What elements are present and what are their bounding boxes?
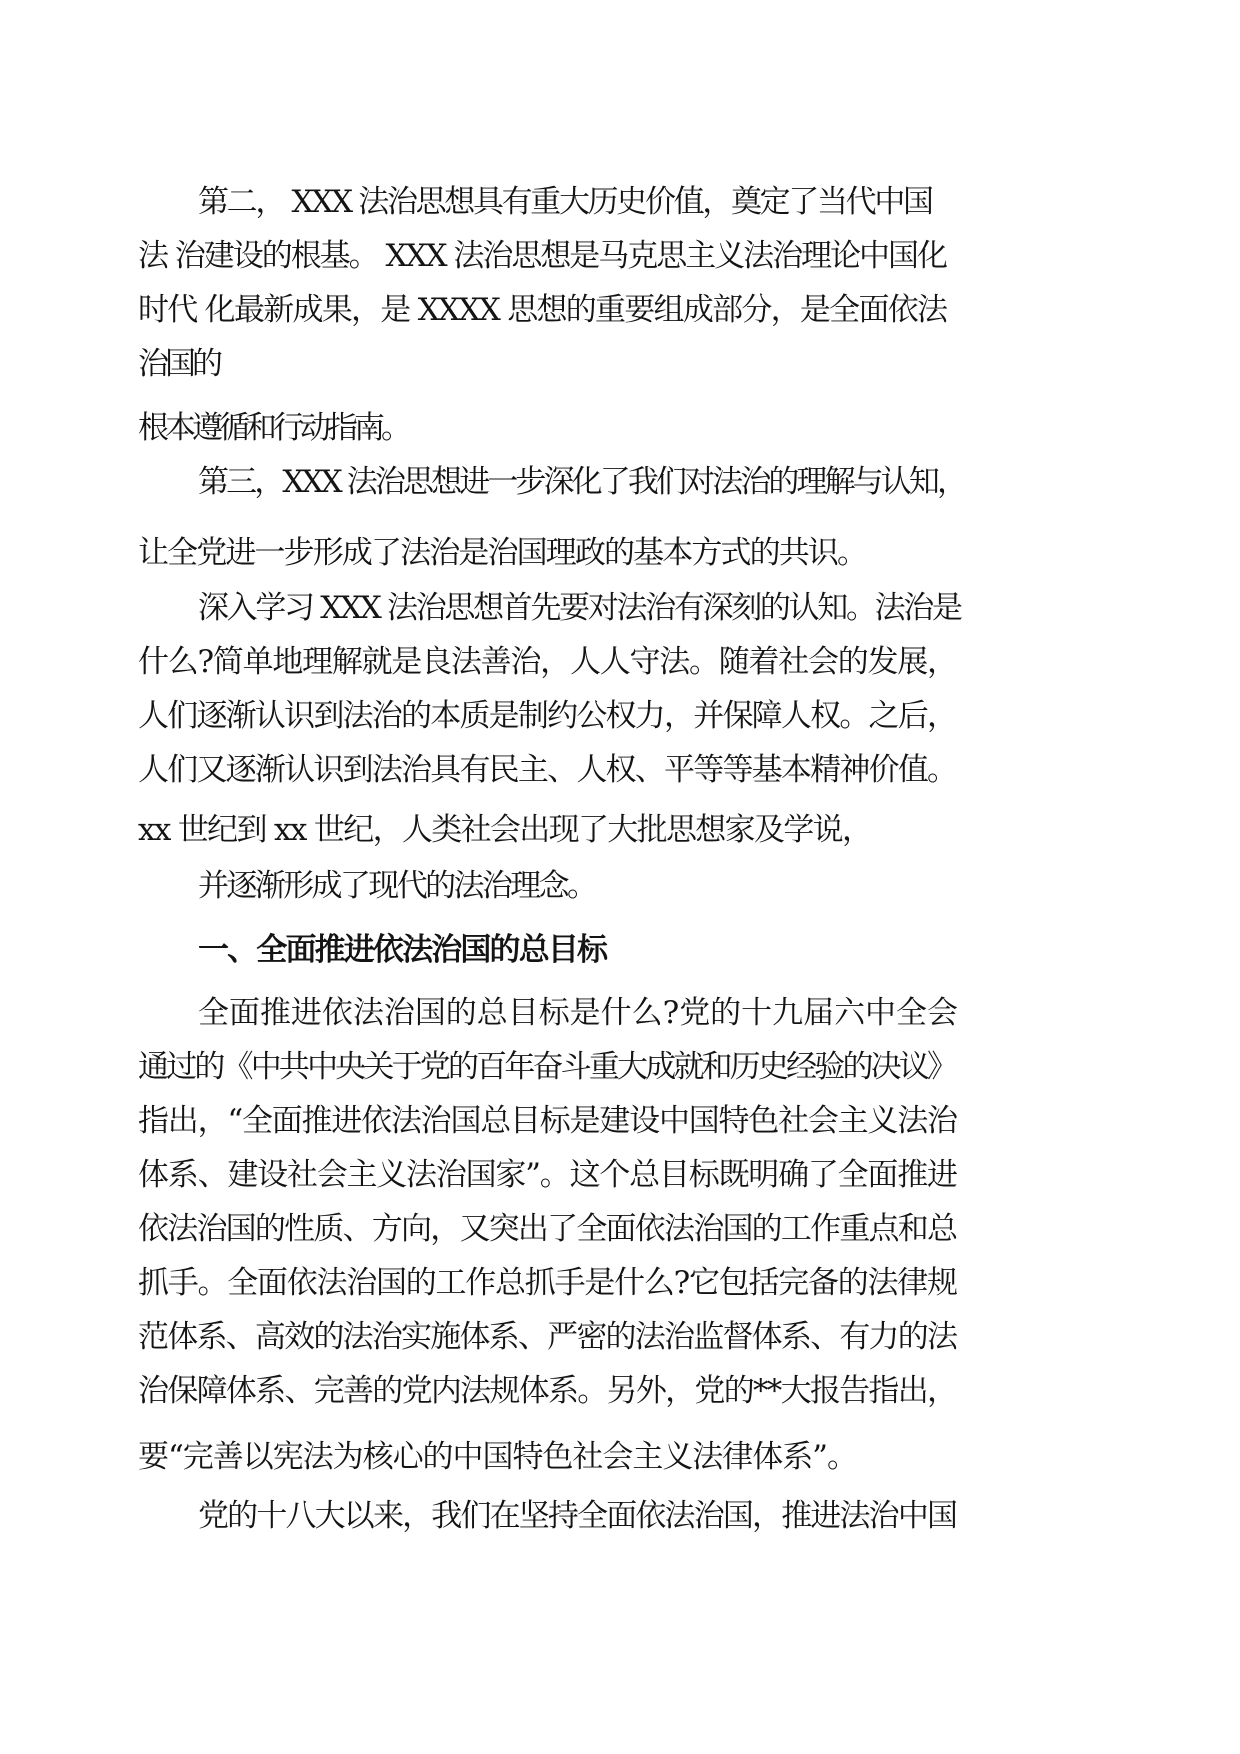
text-line: 抓手。全面依法治国的工作总抓手是什么?它包括完备的法律规 (138, 1265, 957, 1301)
text-line: 并逐渐形成了现代的法治理念。 (198, 868, 596, 904)
text-line: 法 治建设的根基。 XXX 法治思想是马克思主义法治理论中国化 (138, 238, 946, 274)
text-line: 通过的《中共中央关于党的百年奋斗重大成就和历史经验的决议》 (138, 1049, 956, 1085)
text-line: 人们逐渐认识到法治的本质是制约公权力，并保障人权。之后， (138, 698, 957, 734)
text-line: 深入学习 XXX 法治思想首先要对法治有深刻的认知。法治是 (198, 590, 961, 626)
text-line: 体系、建设社会主义法治国家”。这个总目标既明确了全面推进 (138, 1157, 957, 1193)
text-line: 根本遵循和行动指南。 (138, 410, 408, 446)
section-heading: 一、全面推进依法治国的总目标 (198, 932, 607, 968)
text-line: 时代 化最新成果，是 XXXX 思想的重要组成部分，是全面依法 (138, 292, 947, 328)
text-line: 党的十八大以来，我们在坚持全面依法治国，推进法治中国 (198, 1498, 957, 1534)
text-line: 治国的 (138, 346, 219, 382)
text-line: 第二， XXX 法治思想具有重大历史价值，奠定了当代中国 (198, 184, 932, 220)
text-line: 人们又逐渐认识到法治具有民主、人权、平等等基本精神价值。 (138, 752, 957, 788)
text-line: 范体系、高效的法治实施体系、严密的法治监督体系、有力的法 (138, 1319, 957, 1355)
text-line: 全面推进依法治国的总目标是什么?党的十九届六中全会 (198, 995, 958, 1031)
text-line: 什么?简单地理解就是良法善治，人人守法。随着社会的发展， (138, 644, 957, 680)
text-line: xx 世纪到 xx 世纪，人类社会出现了大批思想家及学说， (138, 812, 872, 848)
text-line: 治保障体系、完善的党内法规体系。另外，党的**大报告指出， (138, 1373, 957, 1409)
text-line: 要“完善以宪法为核心的中国特色社会主义法律体系”。 (138, 1439, 857, 1475)
text-line: 让全党进一步形成了法治是治国理政的基本方式的共识。 (138, 535, 867, 571)
text-line: 第三，XXX 法治思想进一步深化了我们对法治的理解与认知， (198, 464, 966, 500)
text-line: 依法治国的性质、方向，又突出了全面依法治国的工作重点和总 (138, 1211, 957, 1247)
text-line: 指出，“全面推进依法治国总目标是建设中国特色社会主义法治 (138, 1103, 957, 1139)
